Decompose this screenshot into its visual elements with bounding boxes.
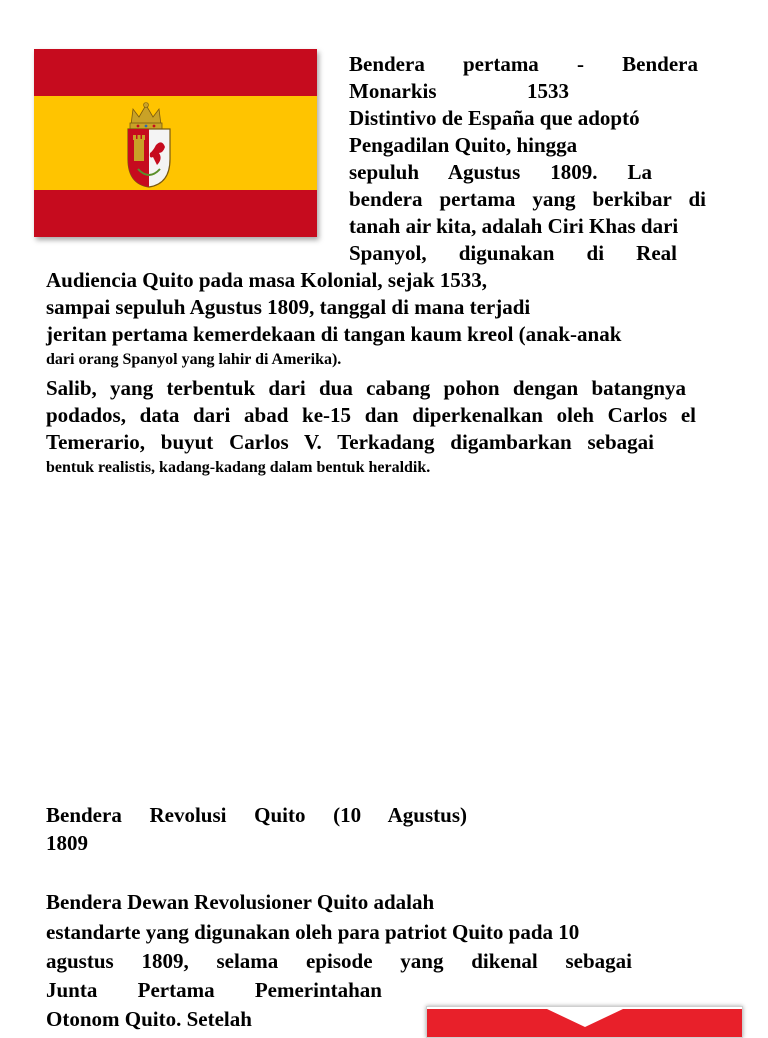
body2-line-3: Temerario, buyut Carlos V. Terkadang digambarkan sebagai [46, 430, 654, 454]
body1-line-1: Audiencia Quito pada masa Kolonial, sejak 1533, [46, 268, 488, 292]
intro-line-5: sepuluh Agustus 1809. La [349, 160, 652, 184]
section2-title-line-1: Bendera Revolusi Quito (10 Agustus) [46, 803, 467, 827]
section2-line-5: Otonom Quito. Setelah [46, 1007, 252, 1031]
body2-line-4: bentuk realistis, kadang-kadang dalam bentuk heraldik. [46, 459, 431, 476]
body2-line-2: podados, data dari abad ke-15 dan diperkenalkan oleh Carlos el [46, 403, 696, 427]
intro-line-2b: 1533 [527, 79, 569, 103]
intro-line-2a: Monarkis [349, 79, 437, 103]
section2-title-line-2: 1809 [46, 831, 88, 855]
section2-line-4: Junta Pertama Pemerintahan [46, 978, 382, 1002]
body1-line-2: sampai sepuluh Agustus 1809, tanggal di mana terjadi [46, 295, 531, 319]
intro-line-1: Bendera pertama - Bendera [349, 52, 698, 76]
intro-line-3: Distintivo de España que adoptó [349, 106, 640, 130]
section2-line-2: estandarte yang digunakan oleh para patriot Quito pada 10 [46, 920, 580, 944]
intro-line-4: Pengadilan Quito, hingga [349, 133, 578, 157]
body2-line-1: Salib, yang terbentuk dari dua cabang pohon dengan batangnya [46, 376, 686, 400]
body1-line-4: dari orang Spanyol yang lahir di Amerika). [46, 351, 342, 368]
intro-line-7: tanah air kita, adalah Ciri Khas dari [349, 214, 679, 238]
spanish-monarchy-flag-icon [34, 49, 317, 237]
intro-line-8: Spanyol, digunakan di Real [349, 241, 677, 265]
body1-line-3: jeritan pertama kemerdekaan di tangan kaum kreol (anak-anak [46, 322, 622, 346]
section2-line-1: Bendera Dewan Revolusioner Quito adalah [46, 890, 435, 914]
intro-line-6: bendera pertama yang berkibar di [349, 187, 706, 211]
section2-line-3: agustus 1809, selama episode yang dikenal sebagai [46, 949, 632, 973]
quito-revolution-flag-icon [426, 1006, 743, 1038]
